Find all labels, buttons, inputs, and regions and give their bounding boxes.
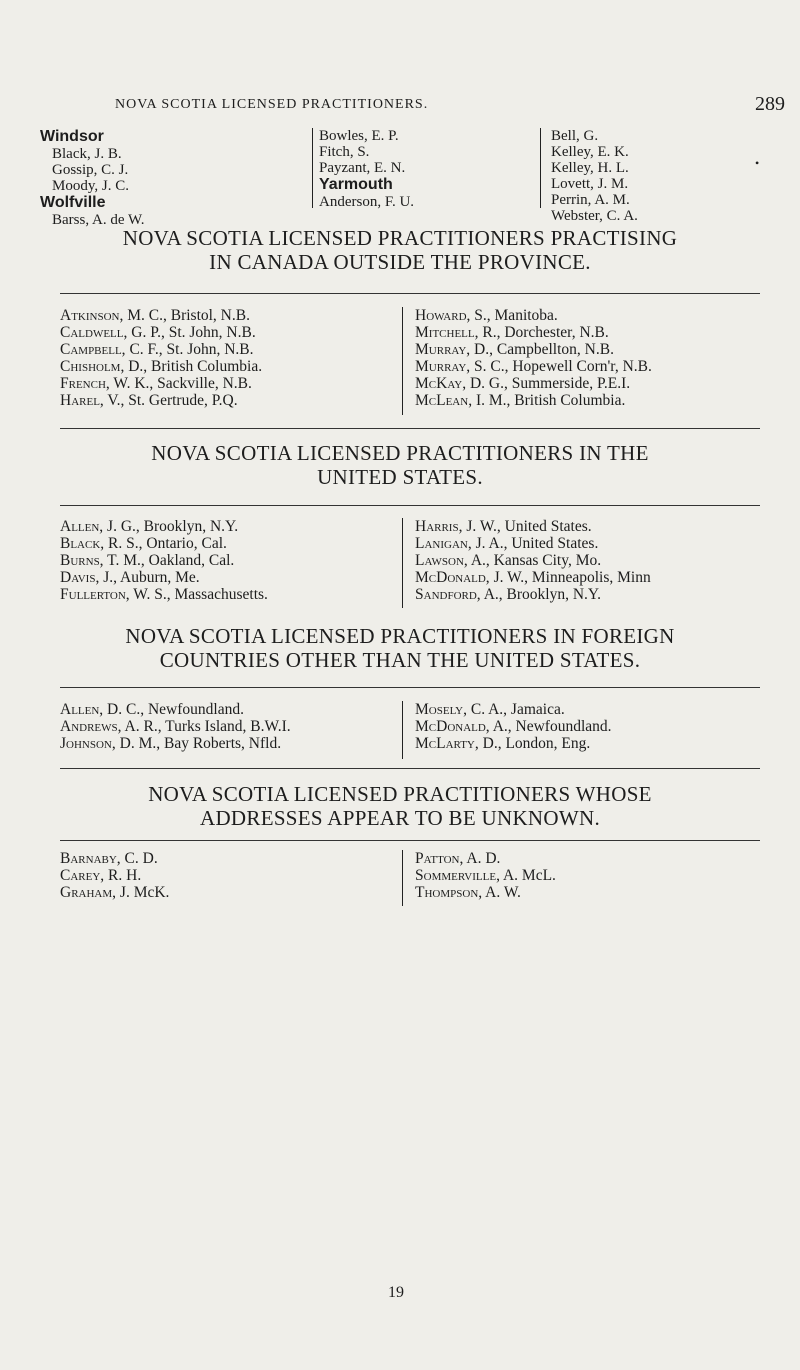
practitioner-surname: McLean,	[415, 392, 473, 409]
practitioner-entry: Payzant, E. N.	[319, 160, 406, 176]
practitioner-surname: Graham,	[60, 884, 117, 901]
practitioner-entry	[415, 358, 765, 375]
divider-rule	[60, 293, 760, 294]
practitioner-entry	[415, 718, 765, 735]
practitioner-entry	[60, 375, 400, 392]
running-title: NOVA SCOTIA LICENSED PRACTITIONERS.	[115, 97, 429, 112]
town-heading: Wolfville	[40, 194, 106, 211]
practitioner-surname: Murray,	[415, 358, 471, 375]
practitioner-entry: Bell, G.	[551, 128, 599, 144]
practitioner-entry	[60, 518, 400, 535]
practitioner-entry	[60, 535, 400, 552]
divider-rule	[60, 768, 760, 769]
practitioner-surname: Thompson,	[415, 884, 483, 901]
practitioner-details: D., London, Eng.	[478, 735, 591, 752]
practitioner-entry: Gossip, C. J.	[52, 162, 129, 178]
practitioner-entry	[415, 552, 765, 569]
practitioner-details: J. G., Brooklyn, N.Y.	[103, 518, 239, 535]
divider-rule	[60, 687, 760, 688]
practitioner-entry	[415, 850, 765, 867]
town-listing-table	[40, 128, 760, 228]
practitioner-details: R., Dorchester, N.B.	[478, 324, 609, 341]
divider-rule	[60, 840, 760, 841]
section-title-line: IN CANADA OUTSIDE THE PROVINCE.	[209, 250, 591, 274]
section-list-united-states	[60, 518, 760, 610]
practitioner-entry	[415, 341, 765, 358]
practitioner-entry: Moody, J. C.	[52, 178, 129, 194]
practitioner-details: I. M., British Columbia.	[472, 392, 626, 409]
section-title-line: ADDRESSES APPEAR TO BE UNKNOWN.	[200, 806, 600, 830]
section-title-united-states	[0, 441, 800, 489]
list-left	[60, 850, 400, 901]
practitioner-surname: Chisholm,	[60, 358, 125, 375]
practitioner-surname: French,	[60, 375, 110, 392]
practitioner-details: M. C., Bristol, N.B.	[123, 307, 250, 324]
town-heading: Yarmouth	[319, 176, 393, 193]
section-title-line: NOVA SCOTIA LICENSED PRACTITIONERS IN FOREIGN	[125, 624, 675, 648]
practitioner-surname: Black,	[60, 535, 105, 552]
practitioner-details: J. McK.	[116, 884, 170, 901]
practitioner-details: A., Newfoundland.	[489, 718, 612, 735]
section-title-line: UNITED STATES.	[317, 465, 483, 489]
practitioner-details: D., British Columbia.	[124, 358, 263, 375]
practitioner-entry	[60, 884, 400, 901]
practitioner-details: C. F., St. John, N.B.	[125, 341, 254, 358]
practitioner-entry	[60, 324, 400, 341]
list-right	[402, 701, 765, 759]
practitioner-entry	[60, 569, 400, 586]
practitioner-details: A. McL.	[499, 867, 556, 884]
practitioner-details: G. P., St. John, N.B.	[127, 324, 256, 341]
margin-mark: •	[755, 156, 760, 170]
practitioner-surname: Murray,	[415, 341, 471, 358]
practitioner-details: A. R., Turks Island, B.W.I.	[121, 718, 291, 735]
practitioner-details: R. H.	[104, 867, 142, 884]
practitioner-entry: Barss, A. de W.	[52, 212, 145, 228]
practitioner-surname: Sommerville,	[415, 867, 500, 884]
practitioner-entry	[415, 569, 765, 586]
practitioner-entry: Fitch, S.	[319, 144, 370, 160]
practitioner-details: D. M., Bay Roberts, Nfld.	[115, 735, 282, 752]
practitioner-surname: Allen,	[60, 518, 104, 535]
practitioner-details: A., Kansas City, Mo.	[467, 552, 602, 569]
list-left	[60, 518, 400, 603]
section-title-canada	[0, 226, 800, 274]
divider-rule	[60, 505, 760, 506]
section-title-line: COUNTRIES OTHER THAN THE UNITED STATES.	[159, 648, 641, 672]
practitioner-entry	[60, 867, 400, 884]
practitioner-details: V., St. Gertrude, P.Q.	[103, 392, 238, 409]
list-right	[402, 307, 765, 415]
practitioner-entry	[60, 701, 400, 718]
practitioner-entry	[415, 884, 765, 901]
practitioner-surname: Barnaby,	[60, 850, 121, 867]
practitioner-surname: McLarty,	[415, 735, 479, 752]
practitioner-entry	[60, 307, 400, 324]
divider-rule	[60, 428, 760, 429]
practitioner-entry	[415, 324, 765, 341]
practitioner-surname: Atkinson,	[60, 307, 124, 324]
practitioner-entry	[415, 735, 765, 752]
practitioner-entry: Kelley, H. L.	[551, 160, 629, 176]
town-heading: Windsor	[40, 128, 104, 145]
practitioner-details: D. C., Newfoundland.	[103, 701, 244, 718]
list-left	[60, 701, 400, 752]
practitioner-details: J. W., Minneapolis, Minn	[489, 569, 651, 586]
section-list-foreign	[60, 701, 760, 757]
practitioner-entry	[60, 735, 400, 752]
practitioner-details: A. D.	[463, 850, 501, 867]
practitioner-details: C. D.	[120, 850, 158, 867]
practitioner-surname: Lawson,	[415, 552, 468, 569]
town-column-1	[40, 128, 310, 228]
practitioner-surname: Fullerton,	[60, 586, 130, 603]
practitioner-surname: Mitchell,	[415, 324, 479, 341]
practitioner-entry	[415, 586, 765, 603]
page-number: 289	[755, 93, 785, 115]
section-list-canada	[60, 307, 760, 417]
practitioner-entry	[415, 518, 765, 535]
practitioner-entry	[60, 358, 400, 375]
practitioner-entry	[415, 701, 765, 718]
practitioner-surname: Sandford,	[415, 586, 481, 603]
practitioner-entry	[415, 867, 765, 884]
practitioner-details: A. W.	[482, 884, 521, 901]
practitioner-entry	[60, 586, 400, 603]
practitioner-details: A., Brooklyn, N.Y.	[480, 586, 601, 603]
practitioner-details: W. K., Sackville, N.B.	[109, 375, 252, 392]
practitioner-surname: Mosely,	[415, 701, 467, 718]
section-list-unknown	[60, 850, 760, 906]
practitioner-entry: Kelley, E. K.	[551, 144, 629, 160]
practitioner-surname: Davis,	[60, 569, 100, 586]
practitioner-surname: Howard,	[415, 307, 471, 324]
practitioner-details: S. C., Hopewell Corn'r, N.B.	[470, 358, 652, 375]
practitioner-entry	[60, 552, 400, 569]
practitioner-entry	[60, 850, 400, 867]
practitioner-surname: Caldwell,	[60, 324, 128, 341]
section-title-line: NOVA SCOTIA LICENSED PRACTITIONERS WHOSE	[148, 782, 652, 806]
practitioner-entry	[415, 535, 765, 552]
practitioner-details: S., Manitoba.	[470, 307, 558, 324]
practitioner-details: W. S., Massachusetts.	[129, 586, 268, 603]
practitioner-surname: Lanigan,	[415, 535, 472, 552]
practitioner-entry: Perrin, A. M.	[551, 192, 630, 208]
practitioner-details: T. M., Oakland, Cal.	[103, 552, 235, 569]
practitioner-details: J., Auburn, Me.	[99, 569, 200, 586]
practitioner-details: D., Campbellton, N.B.	[470, 341, 614, 358]
practitioner-surname: McDonald,	[415, 569, 490, 586]
practitioner-surname: Patton,	[415, 850, 464, 867]
practitioner-surname: Allen,	[60, 701, 104, 718]
practitioner-details: C. A., Jamaica.	[467, 701, 565, 718]
practitioner-details: J. A., United States.	[471, 535, 599, 552]
practitioner-surname: Harel,	[60, 392, 104, 409]
footer-number: 19	[388, 1284, 404, 1301]
practitioner-entry	[415, 375, 765, 392]
list-right	[402, 850, 765, 906]
practitioner-surname: Burns,	[60, 552, 104, 569]
section-title-foreign	[0, 624, 800, 672]
section-title-line: NOVA SCOTIA LICENSED PRACTITIONERS IN THE	[151, 441, 649, 465]
practitioner-surname: Johnson,	[60, 735, 116, 752]
practitioner-surname: McDonald,	[415, 718, 490, 735]
practitioner-entry: Black, J. B.	[52, 146, 122, 162]
practitioner-entry	[60, 718, 400, 735]
practitioner-details: J. W., United States.	[462, 518, 592, 535]
practitioner-entry	[60, 341, 400, 358]
practitioner-details: D. G., Summerside, P.E.I.	[466, 375, 631, 392]
practitioner-surname: McKay,	[415, 375, 467, 392]
town-column-2	[312, 128, 549, 208]
practitioner-entry: Bowles, E. P.	[319, 128, 399, 144]
practitioner-entry: Anderson, F. U.	[319, 194, 415, 210]
practitioner-surname: Campbell,	[60, 341, 126, 358]
practitioner-entry	[60, 392, 400, 409]
town-column-3	[540, 128, 771, 224]
practitioner-entry: Lovett, J. M.	[551, 176, 629, 192]
list-left	[60, 307, 400, 409]
section-title-line: NOVA SCOTIA LICENSED PRACTITIONERS PRACTISING	[122, 226, 678, 250]
practitioner-surname: Andrews,	[60, 718, 122, 735]
practitioner-surname: Harris,	[415, 518, 463, 535]
practitioner-surname: Carey,	[60, 867, 105, 884]
practitioner-entry	[415, 392, 765, 409]
list-right	[402, 518, 765, 608]
page-header	[0, 95, 800, 125]
section-title-unknown	[0, 782, 800, 830]
practitioner-entry: Webster, C. A.	[551, 208, 638, 224]
practitioner-entry	[415, 307, 765, 324]
practitioner-details: R. S., Ontario, Cal.	[104, 535, 227, 552]
